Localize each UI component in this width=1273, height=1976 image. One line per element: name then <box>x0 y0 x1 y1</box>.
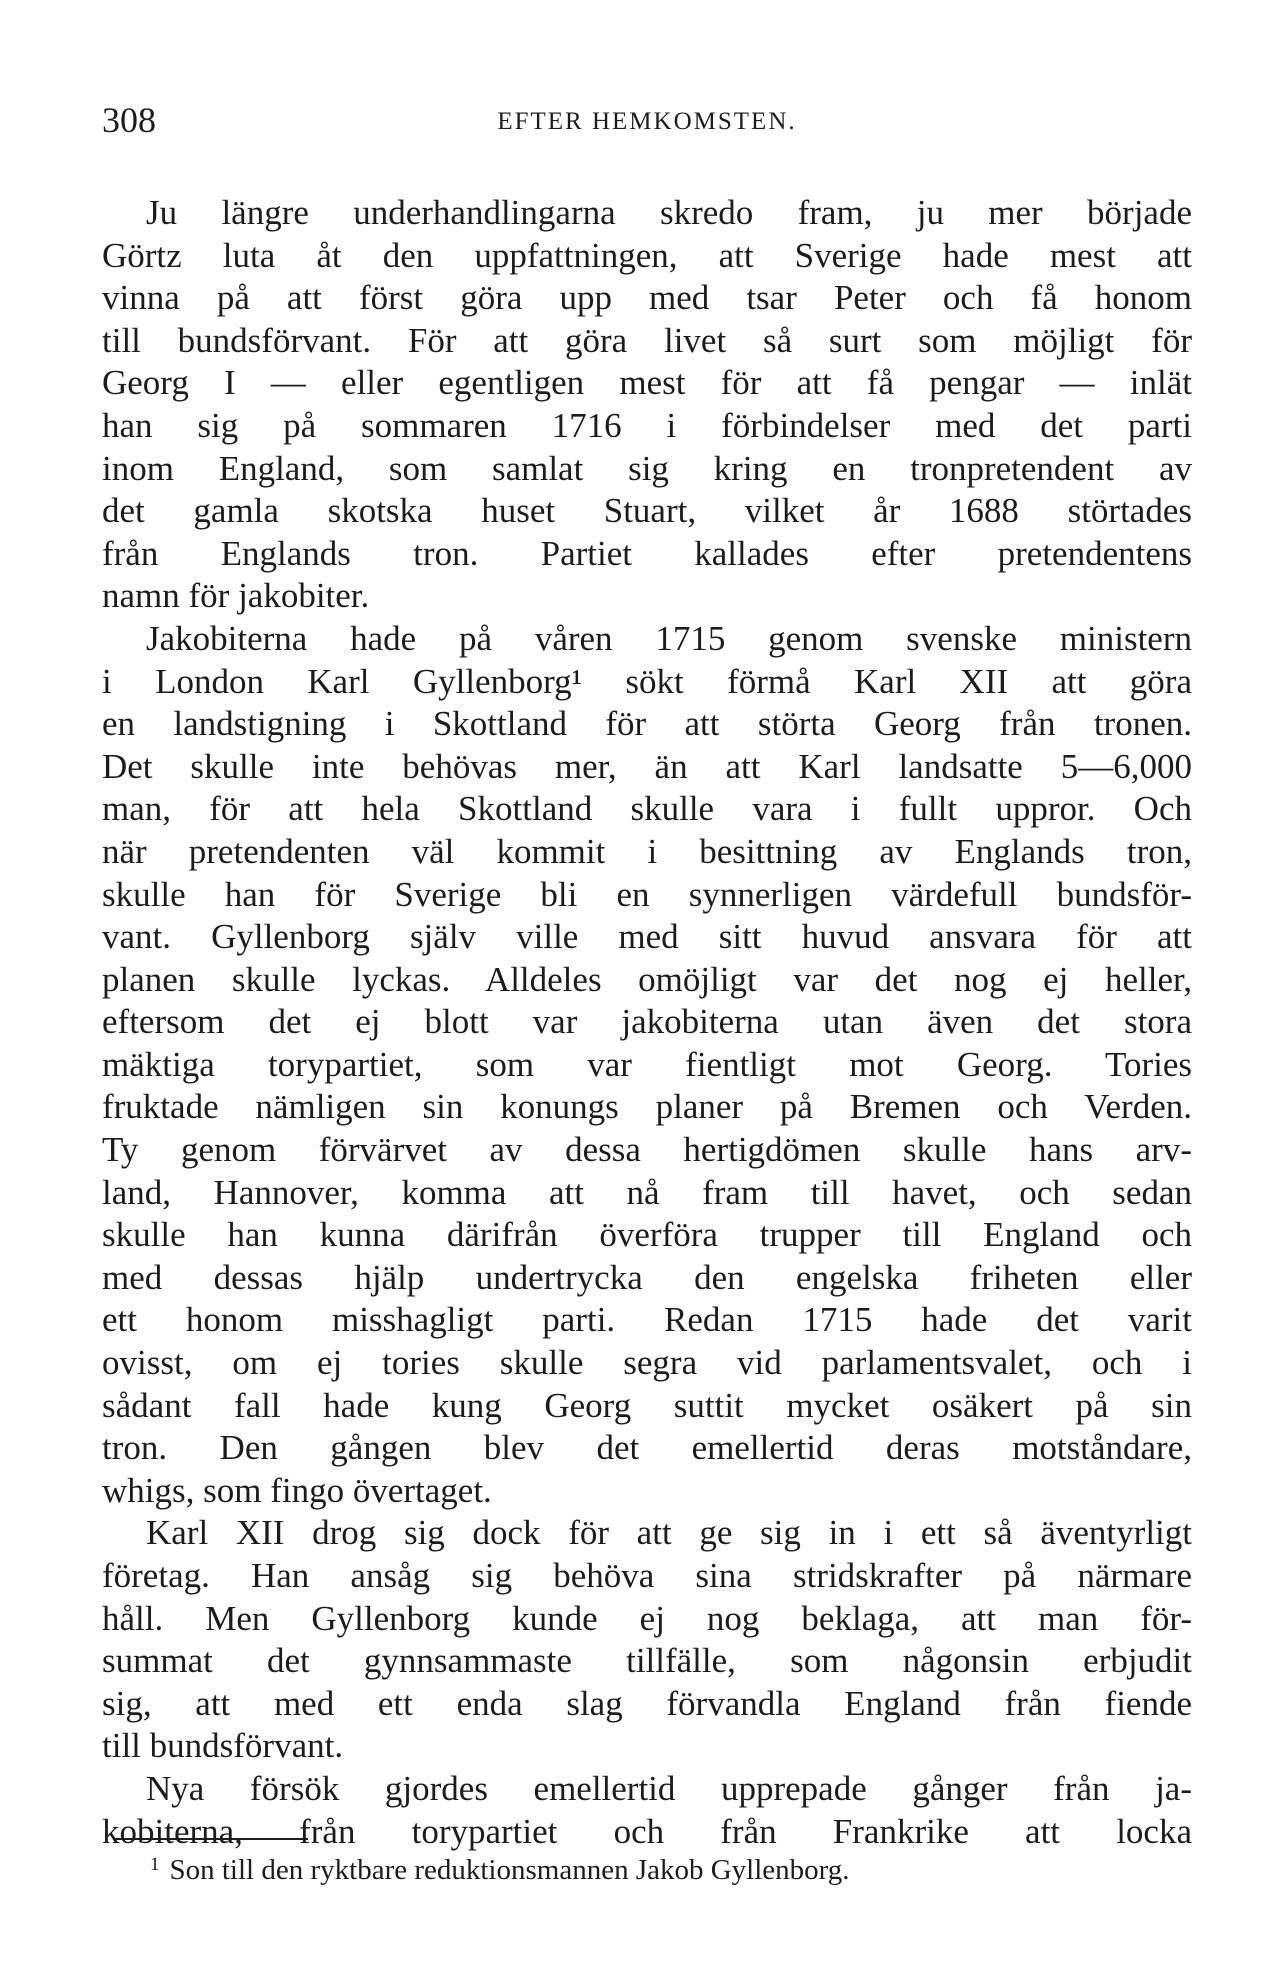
text-line: kobiterna, från torypartiet och från Frankrike att locka <box>102 1811 1192 1851</box>
text-line: håll. Men Gyllenborg kunde ej nog beklaga, att man för- <box>102 1598 1192 1638</box>
text-line: ovisst, om ej tories skulle segra vid parlamentsvalet, och i <box>102 1343 1192 1383</box>
text-line: Det skulle inte behövas mer, än att Karl landsatte 5—6,000 <box>102 746 1192 786</box>
text-line: man, för att hela Skottland skulle vara i fullt uppror. Och <box>102 789 1192 829</box>
text-line: skulle han för Sverige bli en synnerligen värdefull bundsför- <box>102 874 1192 914</box>
text-line: whigs, som fingo övertaget. <box>102 1470 492 1510</box>
text-line: namn för jakobiter. <box>102 576 370 616</box>
running-head <box>102 98 1192 142</box>
text-line: från Englands tron. Partiet kallades efter pretendentens <box>102 533 1192 573</box>
running-title: EFTER HEMKOMSTEN. <box>497 108 797 135</box>
text-line: Karl XII drog sig dock för att ge sig in i ett så äventyrligt <box>146 1513 1192 1553</box>
page-number: 308 <box>102 100 156 140</box>
text-line: till bundsförvant. <box>102 1726 344 1766</box>
text-line: till bundsförvant. För att göra livet så surt som möjligt för <box>102 320 1192 360</box>
text-line: inom England, som samlat sig kring en tronpretendent av <box>102 448 1192 488</box>
text-line: summat det gynnsammaste tillfälle, som någonsin erbjudit <box>102 1641 1192 1681</box>
body-text <box>102 192 1192 1853</box>
text-line: vinna på att först göra upp med tsar Peter och få honom <box>102 278 1192 318</box>
text-line: det gamla skotska huset Stuart, vilket år 1688 störtades <box>102 491 1192 531</box>
text-line: eftersom det ej blott var jakobiterna utan även det stora <box>102 1002 1192 1042</box>
text-line: företag. Han ansåg sig behöva sina stridskrafter på närmare <box>102 1556 1192 1595</box>
text-line: när pretendenten väl kommit i besittning av Englands tron, <box>102 831 1192 871</box>
text-line: land, Hannover, komma att nå fram till havet, och sedan <box>102 1172 1192 1212</box>
text-line: med dessas hjälp undertrycka den engelska friheten eller <box>102 1257 1192 1297</box>
text-line: mäktiga torypartiet, som var fientligt mot Georg. Tories <box>102 1044 1192 1084</box>
text-line: Ju längre underhandlingarna skredo fram, ju mer började <box>146 193 1192 232</box>
text-line: planen skulle lyckas. Alldeles omöjligt var det nog ej heller, <box>102 959 1192 999</box>
text-line: sig, att med ett enda slag förvandla England från fiende <box>102 1683 1192 1723</box>
text-line: Nya försök gjordes emellertid upprepade gånger från ja- <box>146 1768 1192 1808</box>
text-line: tron. Den gången blev det emellertid deras motståndare, <box>102 1428 1192 1468</box>
text-line: fruktade nämligen sin konungs planer på Bremen och Verden. <box>102 1087 1192 1127</box>
text-line: skulle han kunna därifrån överföra trupper till England och <box>102 1215 1192 1255</box>
text-line: Görtz luta åt den uppfattningen, att Sverige hade mest att <box>102 235 1192 275</box>
text-line: Ty genom förvärvet av dessa hertigdömen skulle hans arv- <box>102 1130 1192 1170</box>
text-line: ett honom misshagligt parti. Redan 1715 hade det varit <box>102 1300 1192 1340</box>
footnote <box>150 1853 850 1891</box>
text-line: Georg I — eller egentligen mest för att få pengar — inlät <box>102 363 1192 403</box>
text-line: sådant fall hade kung Georg suttit mycket osäkert på sin <box>102 1385 1192 1425</box>
footnote-marker: 1 <box>150 1854 160 1875</box>
text-line: Jakobiterna hade på våren 1715 genom svenske ministern <box>146 618 1192 658</box>
text-line: i London Karl Gyllenborg¹ sökt förmå Karl XII att göra <box>102 661 1192 701</box>
text-line: han sig på sommaren 1716 i förbindelser med det parti <box>102 405 1192 445</box>
text-line: en landstigning i Skottland för att störta Georg från tronen. <box>102 704 1192 744</box>
text-line: vant. Gyllenborg själv ville med sitt huvud ansvara för att <box>102 917 1192 957</box>
footnote-text: Son till den ryktbare reduktionsmannen Jakob Gyllenborg. <box>169 1854 850 1886</box>
footnote-divider <box>115 1838 308 1840</box>
